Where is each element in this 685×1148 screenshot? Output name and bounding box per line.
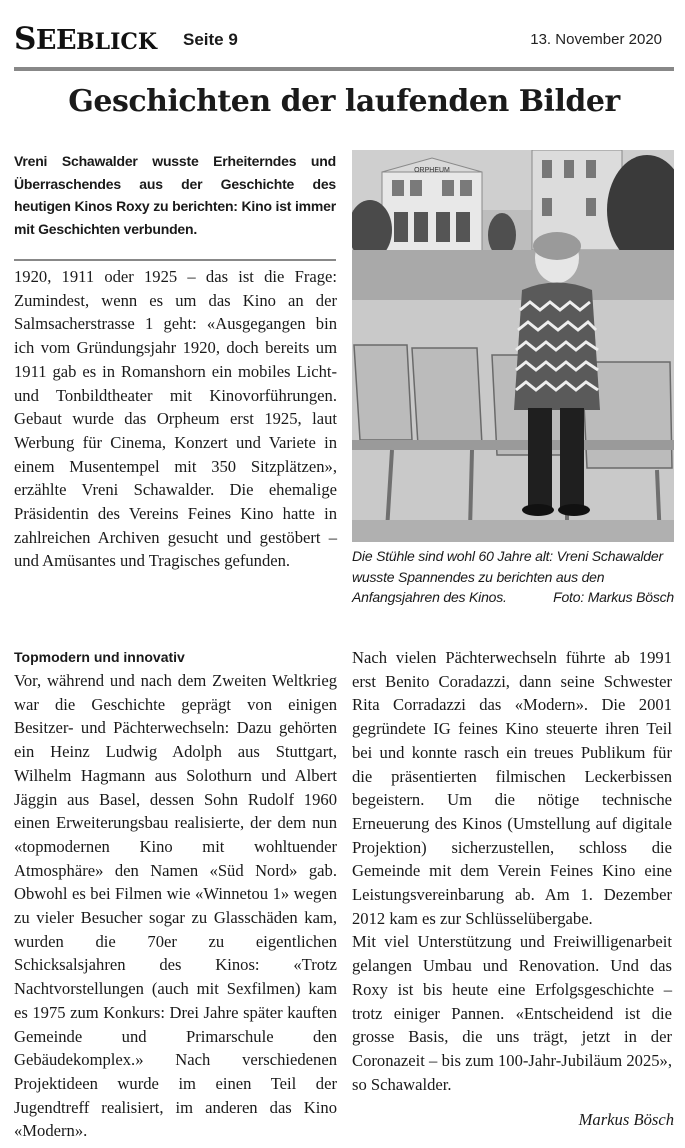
paragraph-2: Vor, während und nach dem Zweiten Weltkrieg war die Geschichte geprägt von einigen Besitzer- und Pächterwechseln: Dazu gehörten ein Heinz Ludwig Adolph aus Stuttgart, Wilhelm Hagmann aus Solothurn und Albert Jäggin aus Basel, dessen Sohn Rudolf 1960 einen Erweiterungsbau realisierte, der dem nun «topmodernen Kino mit wohltuender Atmosphäre» den Namen «Süd Nord» gab. Obwohl es bei Filmen wie «Winnetou 1» wegen zu vieler Besucher sogar zu Glasschäden kam, wurden die 70er zu eigentlichen Schicksalsjahren des Kinos: «Trotz Nachtvorstellungen (auch mit Sexfilmen) kam es 1975 zum Konkurs: Drei Jahre später kauften Gemeinde und Primarschule den Gebäudekomplex.» Nach verschiedenen Projektideen wurde im einen Teil der Jugendtreff realisiert, im anderen das Kino «Modern». bbox=[14, 671, 337, 1141]
section-subhead: Topmodern und innovativ bbox=[14, 649, 185, 665]
article-headline: Geschichten der laufenden Bilder bbox=[68, 84, 620, 119]
issue-date: 13. November 2020 bbox=[530, 31, 662, 48]
building-sign: ORPHEUM bbox=[414, 167, 450, 174]
lead-rule bbox=[14, 259, 336, 261]
newspaper-logo: SEEBLICK bbox=[14, 21, 158, 57]
body-column-1a bbox=[14, 265, 337, 573]
article-photo bbox=[352, 150, 674, 542]
paragraph-3: Nach vielen Pächterwechseln führte ab 1991 erst Benito Coradazzi, dann seine Schwester Rita Corradazzi das «Modern». Die 2001 gegründete IG feines Kino steuerte ihren Teil bei und konnte rasch ein treues Publikum für die präsentierten filmischen Leckerbissen begeistern. Um die nötige technische Erneuerung des Kinos (Umstellung auf digitale Projektion) sicherzustellen, schloss die Gemeinde mit dem Verein Feines Kino eine Leistungsvereinbarung ab. Am 1. Dezember 2012 kam es zur Schlüsselübergabe. bbox=[352, 648, 672, 928]
photo-caption: Die Stühle sind wohl 60 Jahre alt: Vreni Schawalder wusste Spannendes zu berichten aus den Anfangsjahren des Kinos. Foto: Markus Bösch bbox=[352, 546, 674, 608]
article-lead: Vreni Schawalder wusste Erheiterndes und Überraschendes aus der Geschichte des heutigen Kinos Roxy zu berichten: Kino ist immer mit Geschichten verbunden. bbox=[14, 153, 336, 237]
paragraph-4: Mit viel Unterstützung und Freiwilligenarbeit gelangen Umbau und Renovation. Und das Roxy ist bis heute eine Erfolgsgeschichte – trotz einiger Pannen. «Entscheidend ist die grosse Basis, die uns trägt, jetzt in der Coronazeit – bis zum 100-Jahr-Jubiläum 2025», so Schawalder. bbox=[352, 932, 672, 1094]
masthead bbox=[14, 22, 664, 56]
body-column-2 bbox=[352, 646, 672, 1096]
photo-illustration bbox=[352, 150, 674, 542]
header-rule bbox=[14, 67, 674, 71]
page-number: Seite 9 bbox=[183, 30, 238, 49]
article-author: Markus Bösch bbox=[578, 1110, 674, 1129]
body-column-1b bbox=[14, 646, 337, 1143]
photo-credit: Foto: Markus Bösch bbox=[553, 589, 674, 605]
paragraph-1: 1920, 1911 oder 1925 – das ist die Frage: Zumindest, wenn es um das Kino an der Salmsacherstrasse 1 geht: «Ausgegangen bin ich vom Gründungsjahr 1920, doch bereits um 1911 gab es in Romanshorn ein mobiles Licht- und Tonbildtheater mit Kinovorführungen. Gebaut wurde das Orpheum erst 1925, laut Werbung für Cinema, Konzert und Variete in einem Musentempel mit 350 Sitzplätzen», erzählte Vreni Schawalder. Die ehemalige Präsidentin des Vereins Feines Kino hatte in zahlreichen Archiven gesucht und gestöbert – und Amüsantes und Tragisches gefunden. bbox=[14, 267, 337, 571]
